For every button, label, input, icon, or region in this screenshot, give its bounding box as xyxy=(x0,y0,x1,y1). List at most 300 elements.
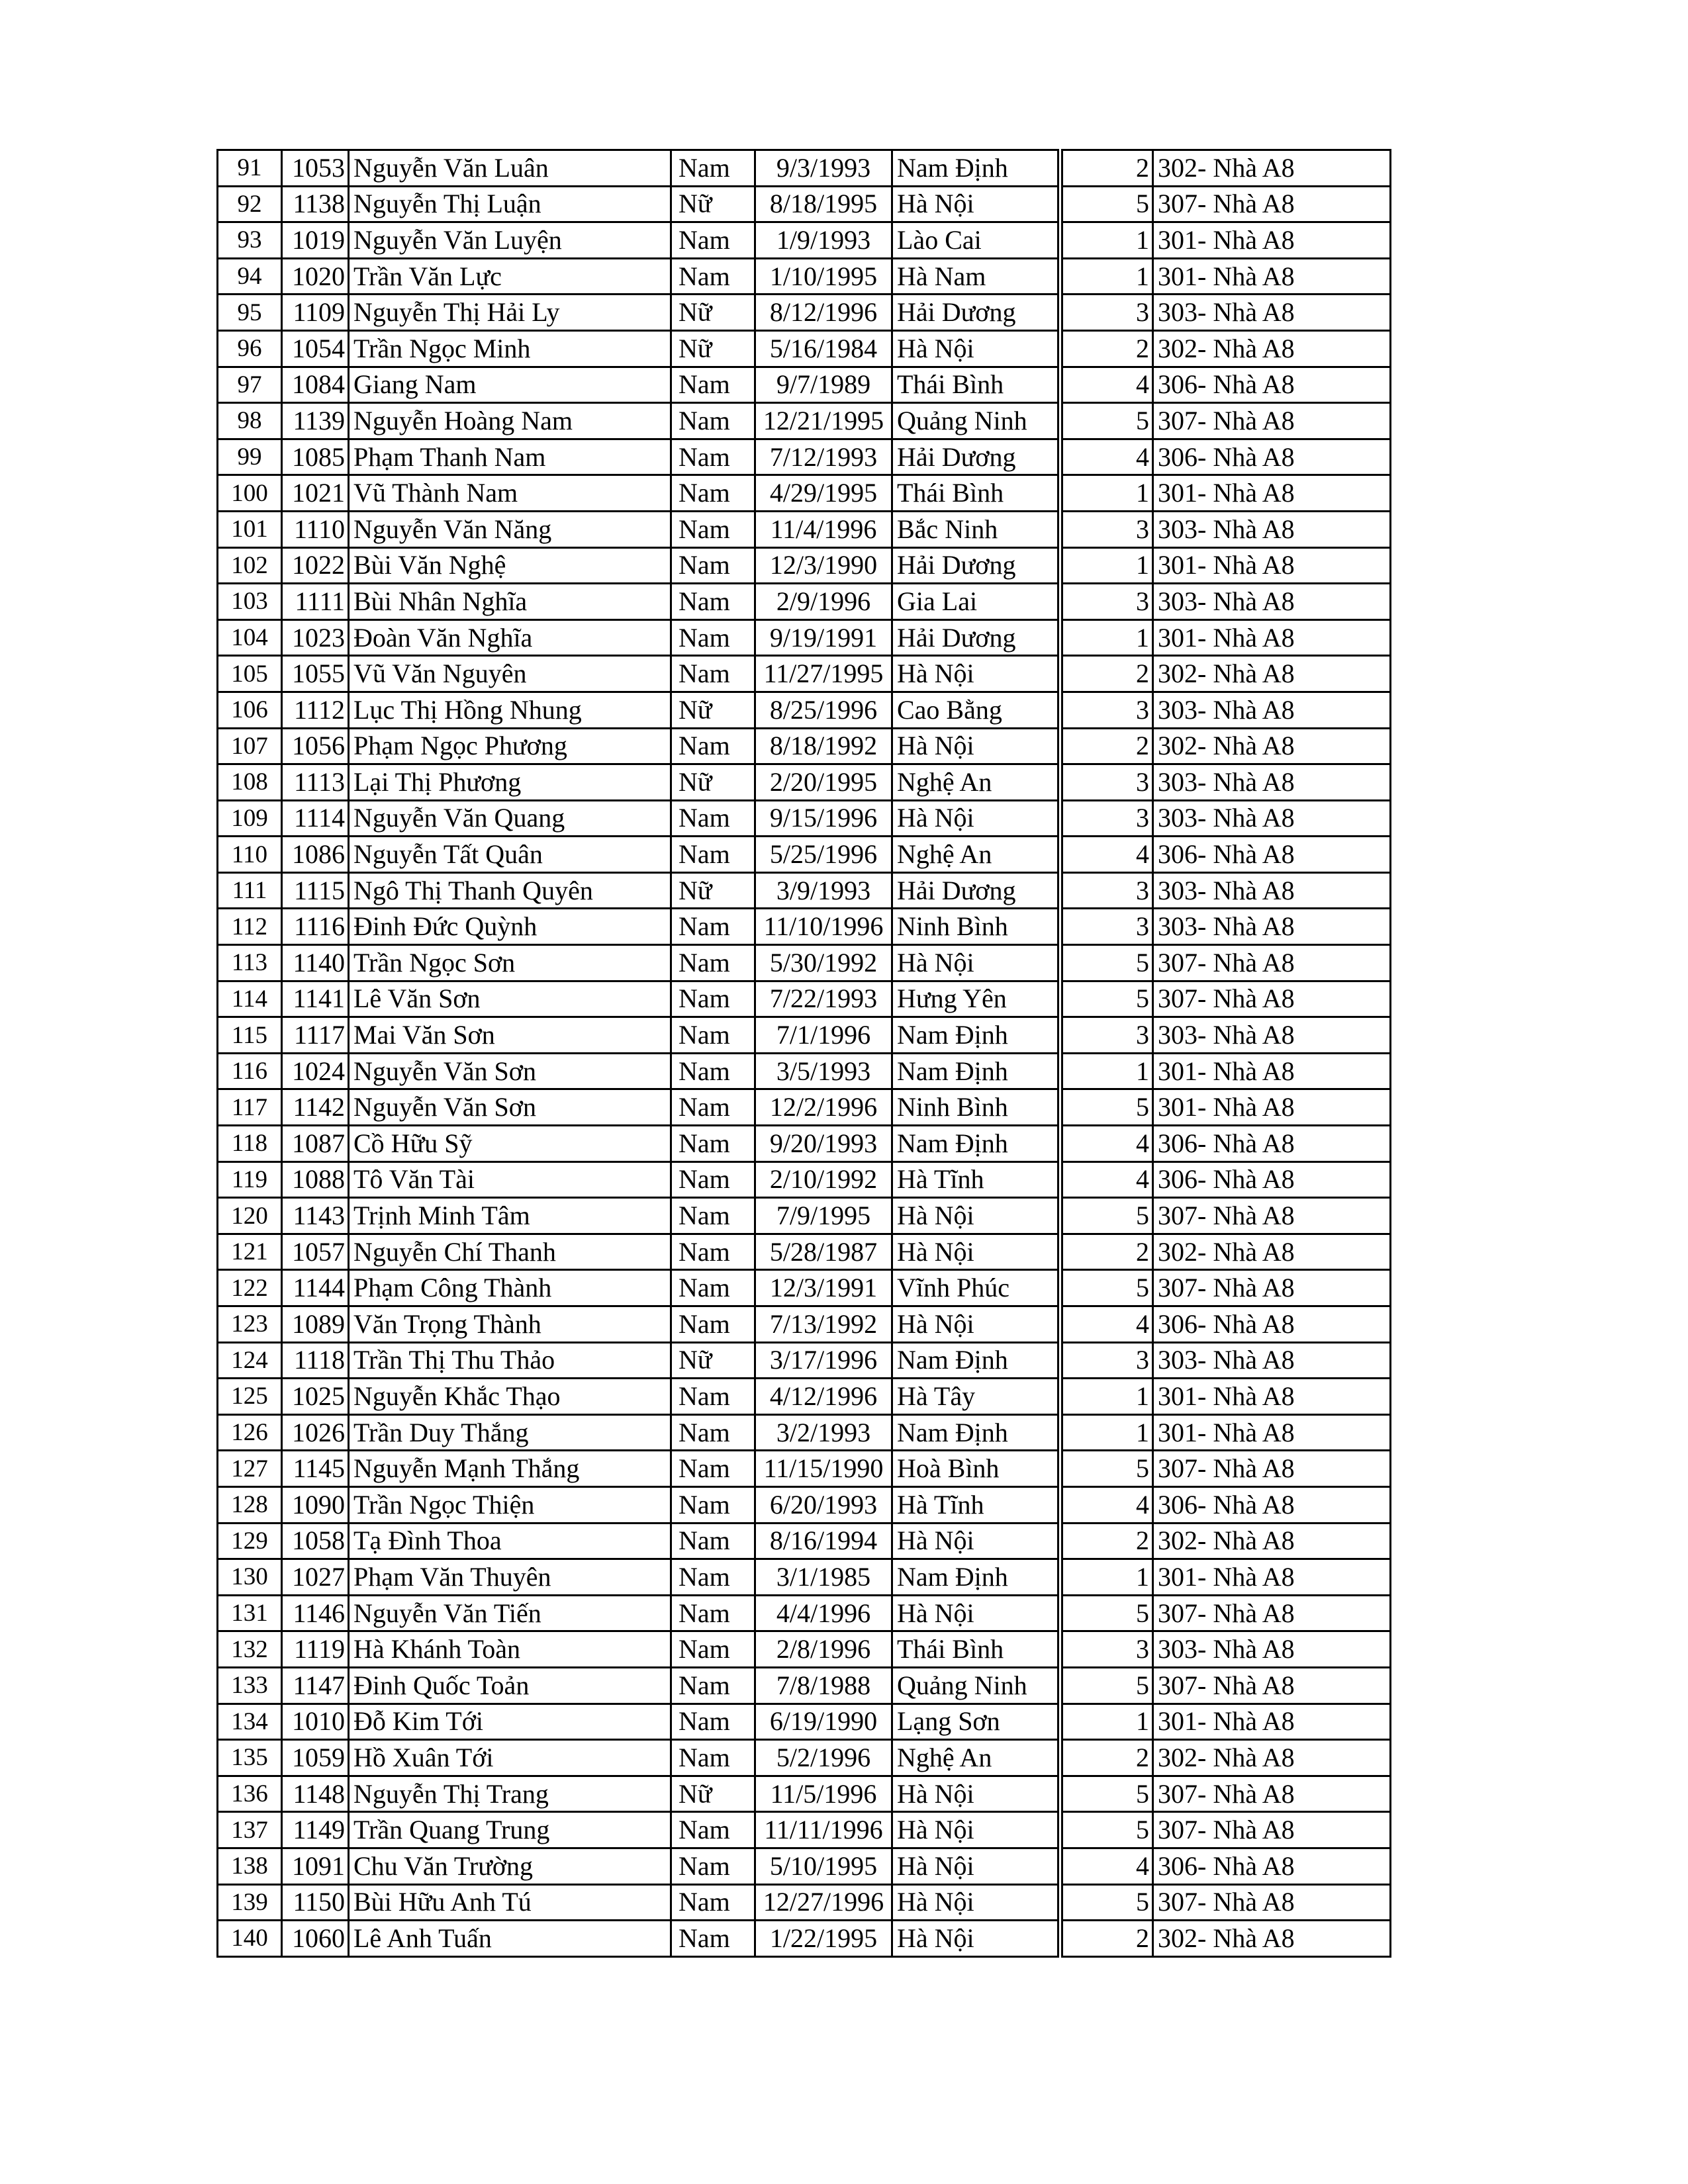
full-name-cell: Cồ Hữu Sỹ xyxy=(349,1126,671,1162)
room-address-cell: 307- Nhà A8 xyxy=(1153,1776,1391,1812)
room-address-cell: 307- Nhà A8 xyxy=(1153,1198,1391,1234)
full-name-cell: Trần Ngọc Sơn xyxy=(349,945,671,981)
room-address-cell: 301- Nhà A8 xyxy=(1153,1414,1391,1451)
student-id-cell: 1116 xyxy=(282,909,349,945)
student-id-cell: 1114 xyxy=(282,800,349,837)
row-number-cell: 131 xyxy=(218,1595,282,1631)
birth-date-cell: 7/1/1996 xyxy=(755,1017,892,1054)
hometown-cell: Hải Dương xyxy=(892,872,1060,909)
table-row xyxy=(218,728,1391,764)
birth-date-cell: 5/10/1995 xyxy=(755,1848,892,1884)
full-name-cell: Trần Ngọc Thiện xyxy=(349,1486,671,1523)
row-number-cell: 93 xyxy=(218,222,282,259)
group-number-cell: 5 xyxy=(1060,1812,1153,1848)
group-number-cell: 5 xyxy=(1060,1776,1153,1812)
student-id-cell: 1010 xyxy=(282,1704,349,1740)
table-row xyxy=(218,295,1391,331)
row-number-cell: 104 xyxy=(218,619,282,656)
full-name-cell: Trần Ngọc Minh xyxy=(349,330,671,367)
student-id-cell: 1059 xyxy=(282,1740,349,1776)
hometown-cell: Hà Tĩnh xyxy=(892,1161,1060,1198)
hometown-cell: Hà Nội xyxy=(892,656,1060,692)
room-address-cell: 301- Nhà A8 xyxy=(1153,619,1391,656)
gender-cell: Nam xyxy=(671,1848,755,1884)
hometown-cell: Nghệ An xyxy=(892,1740,1060,1776)
birth-date-cell: 12/27/1996 xyxy=(755,1884,892,1921)
gender-cell: Nam xyxy=(671,1884,755,1921)
hometown-cell: Vĩnh Phúc xyxy=(892,1270,1060,1306)
table-row xyxy=(218,1559,1391,1596)
student-id-cell: 1147 xyxy=(282,1667,349,1704)
hometown-cell: Thái Bình xyxy=(892,1631,1060,1668)
student-id-cell: 1143 xyxy=(282,1198,349,1234)
hometown-cell: Nam Định xyxy=(892,150,1060,187)
group-number-cell: 1 xyxy=(1060,1053,1153,1089)
gender-cell: Nam xyxy=(671,1198,755,1234)
gender-cell: Nam xyxy=(671,1089,755,1126)
hometown-cell: Hà Nội xyxy=(892,1595,1060,1631)
row-number-cell: 112 xyxy=(218,909,282,945)
gender-cell: Nam xyxy=(671,258,755,295)
group-number-cell: 5 xyxy=(1060,1198,1153,1234)
group-number-cell: 3 xyxy=(1060,692,1153,728)
birth-date-cell: 12/21/1995 xyxy=(755,403,892,439)
gender-cell: Nam xyxy=(671,1740,755,1776)
birth-date-cell: 5/30/1992 xyxy=(755,945,892,981)
table-row xyxy=(218,439,1391,475)
gender-cell: Nam xyxy=(671,1126,755,1162)
student-id-cell: 1054 xyxy=(282,330,349,367)
gender-cell: Nữ xyxy=(671,1776,755,1812)
gender-cell: Nam xyxy=(671,945,755,981)
birth-date-cell: 5/25/1996 xyxy=(755,837,892,873)
row-number-cell: 113 xyxy=(218,945,282,981)
birth-date-cell: 12/2/1996 xyxy=(755,1089,892,1126)
full-name-cell: Đinh Quốc Toản xyxy=(349,1667,671,1704)
group-number-cell: 5 xyxy=(1060,1270,1153,1306)
gender-cell: Nữ xyxy=(671,872,755,909)
row-number-cell: 130 xyxy=(218,1559,282,1596)
gender-cell: Nam xyxy=(671,1595,755,1631)
room-address-cell: 307- Nhà A8 xyxy=(1153,945,1391,981)
birth-date-cell: 4/29/1995 xyxy=(755,475,892,512)
room-address-cell: 301- Nhà A8 xyxy=(1153,475,1391,512)
hometown-cell: Nam Định xyxy=(892,1414,1060,1451)
group-number-cell: 5 xyxy=(1060,1667,1153,1704)
birth-date-cell: 12/3/1991 xyxy=(755,1270,892,1306)
full-name-cell: Vũ Văn Nguyên xyxy=(349,656,671,692)
hometown-cell: Thái Bình xyxy=(892,367,1060,403)
table-row xyxy=(218,1379,1391,1415)
group-number-cell: 4 xyxy=(1060,1306,1153,1343)
row-number-cell: 106 xyxy=(218,692,282,728)
birth-date-cell: 7/8/1988 xyxy=(755,1667,892,1704)
full-name-cell: Trần Thị Thu Thảo xyxy=(349,1342,671,1379)
table-row xyxy=(218,1921,1391,1957)
birth-date-cell: 4/4/1996 xyxy=(755,1595,892,1631)
room-address-cell: 307- Nhà A8 xyxy=(1153,1595,1391,1631)
birth-date-cell: 9/7/1989 xyxy=(755,367,892,403)
room-address-cell: 307- Nhà A8 xyxy=(1153,1884,1391,1921)
gender-cell: Nam xyxy=(671,1053,755,1089)
group-number-cell: 3 xyxy=(1060,584,1153,620)
hometown-cell: Hà Nội xyxy=(892,728,1060,764)
full-name-cell: Nguyễn Văn Tiến xyxy=(349,1595,671,1631)
hometown-cell: Hải Dương xyxy=(892,439,1060,475)
gender-cell: Nam xyxy=(671,1451,755,1487)
student-id-cell: 1091 xyxy=(282,1848,349,1884)
hometown-cell: Hà Tĩnh xyxy=(892,1486,1060,1523)
row-number-cell: 121 xyxy=(218,1234,282,1270)
row-number-cell: 132 xyxy=(218,1631,282,1668)
table-row xyxy=(218,1667,1391,1704)
full-name-cell: Nguyễn Văn Luyện xyxy=(349,222,671,259)
gender-cell: Nam xyxy=(671,1704,755,1740)
student-id-cell: 1115 xyxy=(282,872,349,909)
student-id-cell: 1086 xyxy=(282,837,349,873)
full-name-cell: Trịnh Minh Tâm xyxy=(349,1198,671,1234)
table-row xyxy=(218,330,1391,367)
row-number-cell: 134 xyxy=(218,1704,282,1740)
row-number-cell: 135 xyxy=(218,1740,282,1776)
hometown-cell: Hải Dương xyxy=(892,547,1060,584)
birth-date-cell: 11/15/1990 xyxy=(755,1451,892,1487)
room-address-cell: 307- Nhà A8 xyxy=(1153,1270,1391,1306)
row-number-cell: 94 xyxy=(218,258,282,295)
birth-date-cell: 1/22/1995 xyxy=(755,1921,892,1957)
table-row xyxy=(218,1306,1391,1343)
row-number-cell: 107 xyxy=(218,728,282,764)
group-number-cell: 3 xyxy=(1060,1342,1153,1379)
student-id-cell: 1057 xyxy=(282,1234,349,1270)
full-name-cell: Lại Thị Phương xyxy=(349,764,671,801)
group-number-cell: 1 xyxy=(1060,547,1153,584)
gender-cell: Nam xyxy=(671,800,755,837)
room-address-cell: 301- Nhà A8 xyxy=(1153,1704,1391,1740)
full-name-cell: Trần Văn Lực xyxy=(349,258,671,295)
table-row xyxy=(218,1053,1391,1089)
student-id-cell: 1089 xyxy=(282,1306,349,1343)
full-name-cell: Tô Văn Tài xyxy=(349,1161,671,1198)
row-number-cell: 127 xyxy=(218,1451,282,1487)
room-address-cell: 302- Nhà A8 xyxy=(1153,1921,1391,1957)
hometown-cell: Ninh Bình xyxy=(892,1089,1060,1126)
student-id-cell: 1141 xyxy=(282,981,349,1017)
room-address-cell: 303- Nhà A8 xyxy=(1153,800,1391,837)
student-id-cell: 1058 xyxy=(282,1523,349,1559)
gender-cell: Nam xyxy=(671,1812,755,1848)
birth-date-cell: 3/9/1993 xyxy=(755,872,892,909)
room-address-cell: 301- Nhà A8 xyxy=(1153,1089,1391,1126)
room-address-cell: 307- Nhà A8 xyxy=(1153,1667,1391,1704)
group-number-cell: 5 xyxy=(1060,945,1153,981)
room-address-cell: 303- Nhà A8 xyxy=(1153,511,1391,547)
hometown-cell: Nam Định xyxy=(892,1126,1060,1162)
row-number-cell: 118 xyxy=(218,1126,282,1162)
table-row xyxy=(218,1486,1391,1523)
group-number-cell: 4 xyxy=(1060,1486,1153,1523)
group-number-cell: 2 xyxy=(1060,330,1153,367)
full-name-cell: Nguyễn Văn Sơn xyxy=(349,1089,671,1126)
birth-date-cell: 6/20/1993 xyxy=(755,1486,892,1523)
full-name-cell: Phạm Công Thành xyxy=(349,1270,671,1306)
group-number-cell: 3 xyxy=(1060,511,1153,547)
birth-date-cell: 9/20/1993 xyxy=(755,1126,892,1162)
gender-cell: Nam xyxy=(671,584,755,620)
hometown-cell: Quảng Ninh xyxy=(892,1667,1060,1704)
birth-date-cell: 7/13/1992 xyxy=(755,1306,892,1343)
hometown-cell: Ninh Bình xyxy=(892,909,1060,945)
gender-cell: Nam xyxy=(671,439,755,475)
row-number-cell: 128 xyxy=(218,1486,282,1523)
table-row xyxy=(218,1089,1391,1126)
room-address-cell: 306- Nhà A8 xyxy=(1153,1161,1391,1198)
gender-cell: Nam xyxy=(671,1667,755,1704)
gender-cell: Nam xyxy=(671,619,755,656)
room-address-cell: 306- Nhà A8 xyxy=(1153,837,1391,873)
birth-date-cell: 11/4/1996 xyxy=(755,511,892,547)
hometown-cell: Hà Nội xyxy=(892,800,1060,837)
full-name-cell: Phạm Ngọc Phương xyxy=(349,728,671,764)
group-number-cell: 3 xyxy=(1060,764,1153,801)
gender-cell: Nam xyxy=(671,403,755,439)
table-row xyxy=(218,872,1391,909)
hometown-cell: Hà Nội xyxy=(892,1306,1060,1343)
table-row xyxy=(218,619,1391,656)
room-address-cell: 307- Nhà A8 xyxy=(1153,403,1391,439)
gender-cell: Nam xyxy=(671,1017,755,1054)
birth-date-cell: 11/10/1996 xyxy=(755,909,892,945)
birth-date-cell: 1/9/1993 xyxy=(755,222,892,259)
full-name-cell: Bùi Hữu Anh Tú xyxy=(349,1884,671,1921)
birth-date-cell: 9/15/1996 xyxy=(755,800,892,837)
group-number-cell: 1 xyxy=(1060,222,1153,259)
full-name-cell: Văn Trọng Thành xyxy=(349,1306,671,1343)
student-id-cell: 1060 xyxy=(282,1921,349,1957)
table-row xyxy=(218,764,1391,801)
room-address-cell: 306- Nhà A8 xyxy=(1153,1126,1391,1162)
gender-cell: Nam xyxy=(671,1270,755,1306)
room-address-cell: 303- Nhà A8 xyxy=(1153,584,1391,620)
hometown-cell: Hưng Yên xyxy=(892,981,1060,1017)
full-name-cell: Đỗ Kim Tới xyxy=(349,1704,671,1740)
birth-date-cell: 8/12/1996 xyxy=(755,295,892,331)
hometown-cell: Nghệ An xyxy=(892,764,1060,801)
gender-cell: Nam xyxy=(671,1379,755,1415)
full-name-cell: Nguyễn Tất Quân xyxy=(349,837,671,873)
birth-date-cell: 5/2/1996 xyxy=(755,1740,892,1776)
table-row xyxy=(218,1017,1391,1054)
table-row xyxy=(218,1270,1391,1306)
full-name-cell: Giang Nam xyxy=(349,367,671,403)
row-number-cell: 126 xyxy=(218,1414,282,1451)
row-number-cell: 137 xyxy=(218,1812,282,1848)
room-address-cell: 302- Nhà A8 xyxy=(1153,656,1391,692)
group-number-cell: 2 xyxy=(1060,1740,1153,1776)
group-number-cell: 4 xyxy=(1060,439,1153,475)
row-number-cell: 136 xyxy=(218,1776,282,1812)
room-address-cell: 302- Nhà A8 xyxy=(1153,330,1391,367)
full-name-cell: Đoàn Văn Nghĩa xyxy=(349,619,671,656)
gender-cell: Nam xyxy=(671,1486,755,1523)
birth-date-cell: 5/16/1984 xyxy=(755,330,892,367)
student-id-cell: 1087 xyxy=(282,1126,349,1162)
hometown-cell: Hà Nội xyxy=(892,1198,1060,1234)
table-row xyxy=(218,837,1391,873)
hometown-cell: Hà Nội xyxy=(892,1776,1060,1812)
row-number-cell: 95 xyxy=(218,295,282,331)
hometown-cell: Nghệ An xyxy=(892,837,1060,873)
table-row xyxy=(218,909,1391,945)
full-name-cell: Hồ Xuân Tới xyxy=(349,1740,671,1776)
birth-date-cell: 8/18/1992 xyxy=(755,728,892,764)
student-id-cell: 1145 xyxy=(282,1451,349,1487)
table-row xyxy=(218,981,1391,1017)
row-number-cell: 116 xyxy=(218,1053,282,1089)
table-row xyxy=(218,800,1391,837)
group-number-cell: 1 xyxy=(1060,258,1153,295)
table-row xyxy=(218,511,1391,547)
table-row xyxy=(218,1631,1391,1668)
row-number-cell: 129 xyxy=(218,1523,282,1559)
group-number-cell: 5 xyxy=(1060,981,1153,1017)
table-row xyxy=(218,186,1391,222)
full-name-cell: Nguyễn Mạnh Thắng xyxy=(349,1451,671,1487)
room-address-cell: 303- Nhà A8 xyxy=(1153,872,1391,909)
full-name-cell: Nguyễn Văn Sơn xyxy=(349,1053,671,1089)
birth-date-cell: 6/19/1990 xyxy=(755,1704,892,1740)
room-address-cell: 307- Nhà A8 xyxy=(1153,186,1391,222)
birth-date-cell: 8/16/1994 xyxy=(755,1523,892,1559)
full-name-cell: Nguyễn Văn Luân xyxy=(349,150,671,187)
full-name-cell: Hà Khánh Toàn xyxy=(349,1631,671,1668)
full-name-cell: Trần Quang Trung xyxy=(349,1812,671,1848)
table-row xyxy=(218,1198,1391,1234)
room-address-cell: 306- Nhà A8 xyxy=(1153,439,1391,475)
gender-cell: Nam xyxy=(671,837,755,873)
row-number-cell: 101 xyxy=(218,511,282,547)
group-number-cell: 5 xyxy=(1060,1884,1153,1921)
table-row xyxy=(218,475,1391,512)
row-number-cell: 139 xyxy=(218,1884,282,1921)
room-address-cell: 306- Nhà A8 xyxy=(1153,1848,1391,1884)
room-address-cell: 301- Nhà A8 xyxy=(1153,547,1391,584)
student-id-cell: 1138 xyxy=(282,186,349,222)
hometown-cell: Hà Nội xyxy=(892,1848,1060,1884)
birth-date-cell: 12/3/1990 xyxy=(755,547,892,584)
full-name-cell: Nguyễn Khắc Thạo xyxy=(349,1379,671,1415)
group-number-cell: 2 xyxy=(1060,656,1153,692)
hometown-cell: Thái Bình xyxy=(892,475,1060,512)
student-id-cell: 1053 xyxy=(282,150,349,187)
row-number-cell: 103 xyxy=(218,584,282,620)
full-name-cell: Lục Thị Hồng Nhung xyxy=(349,692,671,728)
student-id-cell: 1146 xyxy=(282,1595,349,1631)
room-address-cell: 303- Nhà A8 xyxy=(1153,1017,1391,1054)
hometown-cell: Hà Nội xyxy=(892,1523,1060,1559)
room-address-cell: 306- Nhà A8 xyxy=(1153,1306,1391,1343)
row-number-cell: 97 xyxy=(218,367,282,403)
group-number-cell: 4 xyxy=(1060,1161,1153,1198)
table-row xyxy=(218,656,1391,692)
student-id-cell: 1119 xyxy=(282,1631,349,1668)
gender-cell: Nam xyxy=(671,1523,755,1559)
room-address-cell: 301- Nhà A8 xyxy=(1153,1559,1391,1596)
birth-date-cell: 3/17/1996 xyxy=(755,1342,892,1379)
birth-date-cell: 5/28/1987 xyxy=(755,1234,892,1270)
group-number-cell: 1 xyxy=(1060,619,1153,656)
birth-date-cell: 11/11/1996 xyxy=(755,1812,892,1848)
hometown-cell: Lào Cai xyxy=(892,222,1060,259)
birth-date-cell: 2/9/1996 xyxy=(755,584,892,620)
row-number-cell: 108 xyxy=(218,764,282,801)
student-id-cell: 1020 xyxy=(282,258,349,295)
row-number-cell: 123 xyxy=(218,1306,282,1343)
student-id-cell: 1023 xyxy=(282,619,349,656)
group-number-cell: 4 xyxy=(1060,1126,1153,1162)
table-row xyxy=(218,692,1391,728)
room-address-cell: 303- Nhà A8 xyxy=(1153,764,1391,801)
hometown-cell: Gia Lai xyxy=(892,584,1060,620)
full-name-cell: Lê Anh Tuấn xyxy=(349,1921,671,1957)
birth-date-cell: 11/27/1995 xyxy=(755,656,892,692)
table-row xyxy=(218,150,1391,187)
birth-date-cell: 7/9/1995 xyxy=(755,1198,892,1234)
room-address-cell: 303- Nhà A8 xyxy=(1153,1631,1391,1668)
table-row xyxy=(218,367,1391,403)
room-address-cell: 302- Nhà A8 xyxy=(1153,1523,1391,1559)
gender-cell: Nam xyxy=(671,656,755,692)
row-number-cell: 99 xyxy=(218,439,282,475)
birth-date-cell: 3/2/1993 xyxy=(755,1414,892,1451)
gender-cell: Nam xyxy=(671,1414,755,1451)
student-id-cell: 1140 xyxy=(282,945,349,981)
row-number-cell: 110 xyxy=(218,837,282,873)
group-number-cell: 4 xyxy=(1060,367,1153,403)
row-number-cell: 119 xyxy=(218,1161,282,1198)
table-row xyxy=(218,1451,1391,1487)
gender-cell: Nữ xyxy=(671,1342,755,1379)
group-number-cell: 1 xyxy=(1060,1559,1153,1596)
table-row xyxy=(218,584,1391,620)
group-number-cell: 2 xyxy=(1060,150,1153,187)
hometown-cell: Hà Nội xyxy=(892,1812,1060,1848)
birth-date-cell: 2/8/1996 xyxy=(755,1631,892,1668)
full-name-cell: Nguyễn Văn Năng xyxy=(349,511,671,547)
table-row xyxy=(218,1884,1391,1921)
hometown-cell: Lạng Sơn xyxy=(892,1704,1060,1740)
hometown-cell: Hà Nội xyxy=(892,1234,1060,1270)
student-roster-table xyxy=(216,149,1391,1958)
student-id-cell: 1055 xyxy=(282,656,349,692)
gender-cell: Nam xyxy=(671,1921,755,1957)
table-row xyxy=(218,1595,1391,1631)
gender-cell: Nam xyxy=(671,1559,755,1596)
hometown-cell: Hà Nội xyxy=(892,1921,1060,1957)
student-id-cell: 1027 xyxy=(282,1559,349,1596)
row-number-cell: 120 xyxy=(218,1198,282,1234)
table-row xyxy=(218,1812,1391,1848)
hometown-cell: Hà Nội xyxy=(892,1884,1060,1921)
student-id-cell: 1085 xyxy=(282,439,349,475)
full-name-cell: Nguyễn Văn Quang xyxy=(349,800,671,837)
room-address-cell: 303- Nhà A8 xyxy=(1153,909,1391,945)
gender-cell: Nam xyxy=(671,367,755,403)
birth-date-cell: 7/22/1993 xyxy=(755,981,892,1017)
row-number-cell: 140 xyxy=(218,1921,282,1957)
student-id-cell: 1150 xyxy=(282,1884,349,1921)
room-address-cell: 306- Nhà A8 xyxy=(1153,367,1391,403)
